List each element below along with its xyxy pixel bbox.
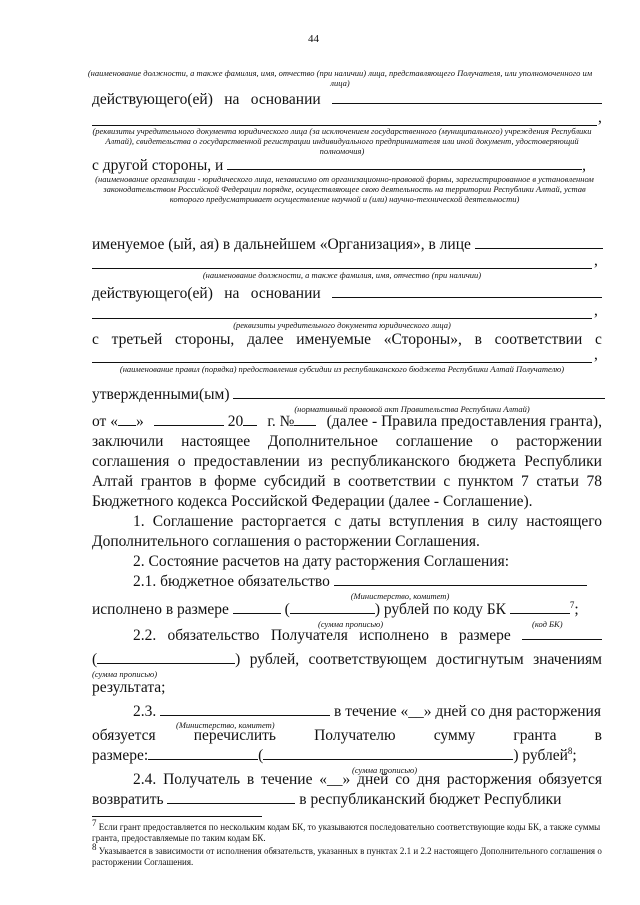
word: расторжения <box>446 771 532 788</box>
bracket: ( <box>258 747 264 764</box>
word: в <box>246 771 255 788</box>
other-side-text: с другой стороны, и <box>92 157 224 174</box>
word: с <box>334 513 342 530</box>
word: третьей <box>111 331 163 348</box>
word: бюджета <box>458 453 516 470</box>
word: значениям <box>533 651 602 668</box>
word: с <box>595 331 602 348</box>
word: Республики <box>524 453 602 470</box>
size-tail: ) рублей <box>513 747 568 764</box>
word: соглашение <box>395 433 473 450</box>
word: гранта <box>513 727 557 744</box>
return-text: возвратить <box>92 791 164 808</box>
word: статьи <box>536 473 579 490</box>
word: в <box>472 513 480 530</box>
organization-blank <box>227 157 582 170</box>
amount-blank <box>167 791 295 804</box>
word: в <box>440 627 448 644</box>
executed-text: исполнено в размере <box>92 601 229 618</box>
word: обязуется <box>538 771 602 788</box>
word: расторгается <box>241 513 327 530</box>
ministry-blank <box>160 703 330 716</box>
word: настоящее <box>181 433 251 450</box>
word: сумму <box>433 727 476 744</box>
word: настоящего <box>526 513 602 530</box>
word: Алтай <box>92 473 134 490</box>
footnote-num: 7 <box>92 818 97 828</box>
agreement-line <box>92 453 602 471</box>
word: г. № <box>267 413 316 431</box>
word: даты <box>349 513 381 530</box>
caption-representative: (наименование должности, а также фамилия, имя, отчество (при наличии) лица, представляющего Получателя, или уполномоченного им лица) <box>87 68 593 88</box>
altai-line <box>92 473 602 491</box>
blank-line <box>92 268 592 269</box>
word: в <box>199 473 207 490</box>
caption-sum-words: (сумма прописью) <box>318 619 384 629</box>
ministry-blank <box>334 573 587 586</box>
concluded-line <box>92 433 602 451</box>
word: соответствии <box>348 473 436 490</box>
word: заключили <box>92 433 164 450</box>
budget-code-line: Бюджетного кодекса Российской Федерации (далее - Соглашение). <box>92 493 533 510</box>
footnote-separator <box>92 816 262 817</box>
word: соответствии <box>494 331 583 348</box>
word: обязуется <box>92 727 156 744</box>
blank-line <box>92 318 592 319</box>
caption-ministry-2: (Министерство, комитет) <box>176 720 275 730</box>
size-line <box>92 747 577 765</box>
word: исполнено <box>359 627 430 644</box>
amount-words-blank <box>263 747 513 760</box>
comma: , <box>598 109 602 126</box>
acting-word: на <box>224 91 240 108</box>
word: Дополнительное <box>267 433 378 450</box>
word: с <box>443 473 451 490</box>
footnote-num: 8 <box>92 842 97 852</box>
amount-blank <box>148 747 258 760</box>
word: Получатель <box>163 771 241 788</box>
word: рублей, <box>249 651 300 668</box>
comma: , <box>594 252 598 269</box>
other-side-line: с другой стороны, и , <box>92 157 587 174</box>
caption-ministry: (Министерство, комитет) <box>350 591 450 601</box>
word: Получателя <box>270 627 348 644</box>
point-1-line <box>133 513 602 531</box>
page-number: 44 <box>308 33 319 45</box>
amount-words-blank <box>290 601 375 614</box>
word: обязательство <box>167 627 260 644</box>
word: расторжении <box>516 433 602 450</box>
word: силу <box>487 513 519 530</box>
result-line: результата; <box>92 679 166 696</box>
word: со <box>395 771 410 788</box>
word: от « » <box>92 413 144 430</box>
semicolon: ; <box>572 747 577 764</box>
bracket: ( <box>284 601 290 618</box>
bk-blank <box>510 601 570 614</box>
obliged-line <box>92 727 602 745</box>
word: 7 <box>521 473 529 490</box>
word: именуемые <box>296 331 372 348</box>
amount-blank <box>233 601 281 614</box>
basis-blank <box>332 285 602 298</box>
word: Соглашение <box>152 513 234 530</box>
word: в <box>333 473 341 490</box>
comma: , <box>594 346 598 363</box>
word: соответствующем <box>308 651 427 668</box>
blank-line <box>92 362 592 363</box>
word: достигнутым <box>436 651 524 668</box>
word: с <box>92 331 99 348</box>
word: (далее - Правила предоставления гранта), <box>326 413 602 430</box>
point-2-3-num: 2.3. <box>133 703 157 720</box>
person-blank <box>475 236 603 249</box>
acting-word: действующего(ей) <box>92 91 213 108</box>
word: форме <box>214 473 257 490</box>
comma: , <box>594 302 598 319</box>
caption-organization: (наименование организации - юридического лица, независимо от организационно-правовой формы, зарегистрированное в установленном законодательством Российской Федерации порядке, осуществляющее свою деятельность на территории Республики Алтай, устав которого предусматривает осуществление научной и (или) научно-технической деятельности) <box>95 174 594 204</box>
word: 1. <box>133 513 145 530</box>
footnote-7 <box>92 818 602 844</box>
executed-line <box>92 601 579 619</box>
footnote-ref-7: 7 <box>569 599 575 610</box>
word: дня <box>416 771 441 788</box>
caption-requisites: (реквизиты учредительного документа юридического лица (за исключением государственного (муниципального) учреждения Республики Алтай), свидетельства о государственной регистрации индивидуального предпринимателя или иной документ, удостоверяющий полномочия) <box>92 126 592 156</box>
executed-tail: ) рублей по коду БК <box>374 601 506 618</box>
point-2-2-line-2 <box>92 651 602 669</box>
amount-blank <box>522 627 602 640</box>
caption-sum-words-2: (сумма прописью) <box>92 669 158 679</box>
named-org-line <box>92 236 603 254</box>
point-2-3-text: в течение «__» дней со дня расторжения <box>334 703 601 720</box>
point-1-line-2: Дополнительного соглашения о расторжении Соглашения. <box>92 533 480 550</box>
caption-requisites-2: (реквизиты учредительного документа юридического лица) <box>233 320 451 330</box>
word: течение <box>261 771 313 788</box>
word: вступления <box>388 513 464 530</box>
word: дней <box>357 771 389 788</box>
acting-word: основании <box>250 285 321 302</box>
caption-act: (нормативный правовой акт Правительства Республики Алтай) <box>294 404 530 414</box>
return-line <box>92 791 561 809</box>
word: 2.4. <box>133 771 157 788</box>
acting-line-2 <box>92 285 602 303</box>
word: «Стороны», <box>383 331 462 348</box>
caption-position: (наименование должности, а также фамилия, имя, отчество (при наличии) <box>202 270 482 280</box>
approved-line <box>92 386 605 404</box>
footnote-text: Указывается в зависимости от исполнения обязательств, указанных в пунктах 2.1 и 2.2 настоящего Дополнительного соглашения о расторжении Соглашения. <box>92 846 602 867</box>
point-2-3-line <box>133 703 601 721</box>
acting-line-1 <box>92 91 602 109</box>
acting-word: основании <box>250 91 321 108</box>
word: о <box>490 433 499 450</box>
word: 20 <box>154 413 257 431</box>
semicolon: ; <box>574 601 579 618</box>
word: стороны, <box>175 331 235 348</box>
word: перечислить <box>193 727 276 744</box>
word: о <box>177 453 186 470</box>
footnote-text: Если грант предоставляется по нескольким кодам БК, то указываются последовательно соответствующие коды БК, а также суммы гранта, предоставляемые по таким кодам БК. <box>92 822 601 843</box>
caption-rules: (наименование правил (порядка) предоставления субсидии из республиканского бюджета Республики Алтай Получателю) <box>119 364 565 374</box>
footnote-8 <box>92 842 602 868</box>
word: 2.2. <box>133 627 157 644</box>
return-tail: в республиканский бюджет Республики <box>299 791 562 808</box>
footnote-ref-8: 8 <box>567 745 573 756</box>
word: Получателю <box>314 727 396 744</box>
act-blank <box>233 386 605 399</box>
approved-text: утвержденными(ым) <box>92 386 230 403</box>
acting-word: действующего(ей) <box>92 285 213 302</box>
word: республиканского <box>330 453 450 470</box>
point-2: 2. Состояние расчетов на дату расторжения Соглашения: <box>133 553 510 570</box>
third-side-line <box>92 331 602 349</box>
word: пунктом <box>457 473 514 490</box>
caption-sum-words-3: (сумма прописью) <box>352 765 418 775</box>
word: «__» <box>319 771 351 788</box>
caption-bk-code: (код БК) <box>532 619 563 629</box>
word: грантов <box>140 473 192 490</box>
word: ( ) <box>92 651 241 668</box>
point-2-1-text: 2.1. бюджетное обязательство <box>133 573 330 590</box>
word: в <box>474 331 482 348</box>
acting-word: на <box>224 285 240 302</box>
word: размере <box>458 627 511 644</box>
size-text: размере: <box>92 747 149 764</box>
word: далее <box>247 331 284 348</box>
word: 78 <box>586 473 602 490</box>
basis-blank <box>332 91 602 104</box>
from-line <box>92 413 602 431</box>
word: субсидий <box>263 473 326 490</box>
named-org-text: именуемое (ый, ая) в дальнейшем «Организация», в лице <box>92 236 471 253</box>
word: в <box>594 727 602 744</box>
word: из <box>308 453 323 470</box>
word: соглашения <box>92 453 170 470</box>
point-2-2-line <box>133 627 602 645</box>
point-2-4-line <box>133 771 602 789</box>
point-2-1-line <box>133 573 587 591</box>
word: предоставлении <box>193 453 300 470</box>
